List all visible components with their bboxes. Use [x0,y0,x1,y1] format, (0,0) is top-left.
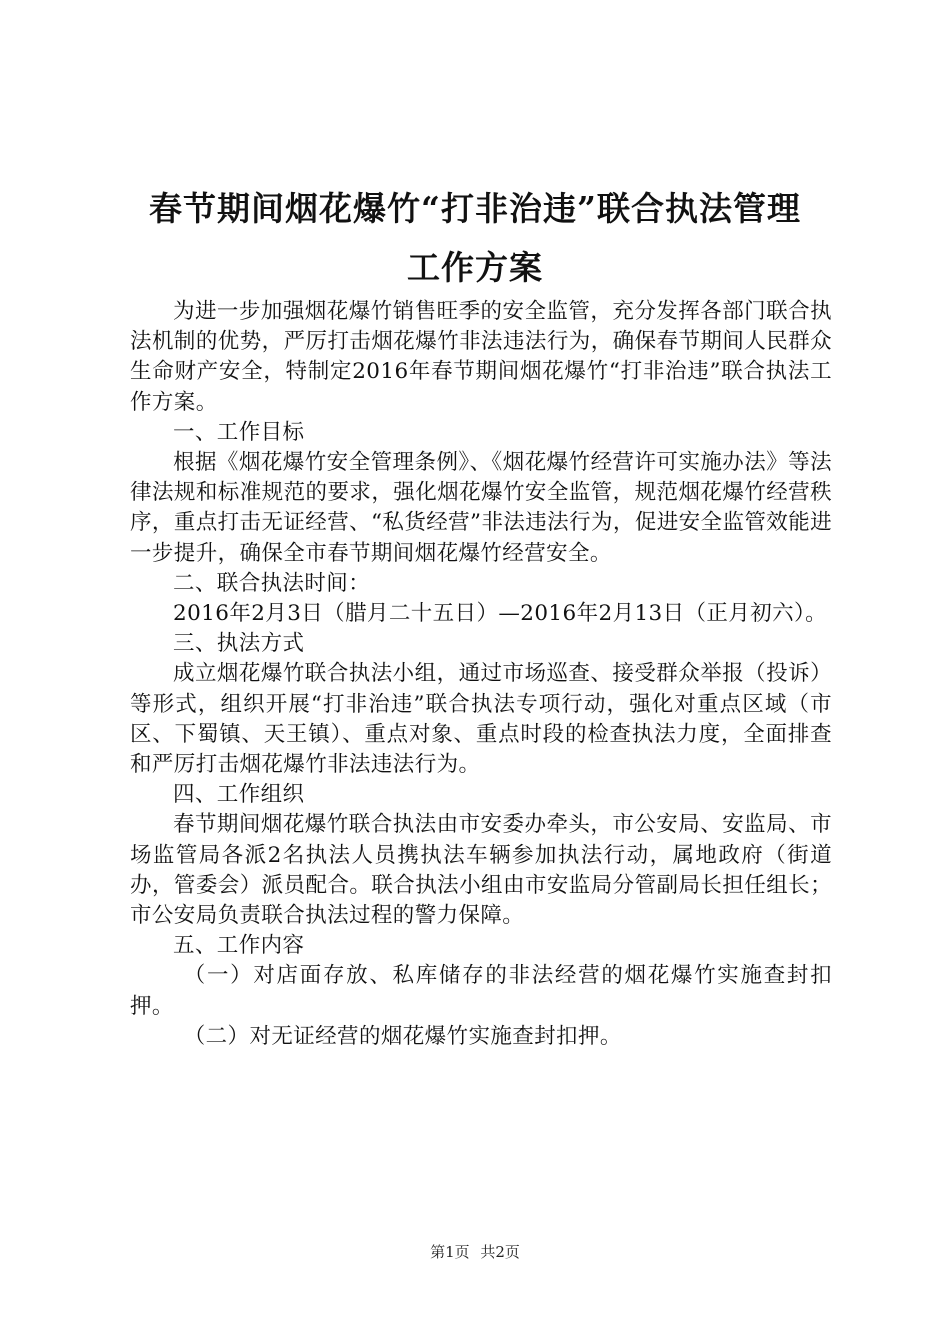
goal-paragraph: 根据《烟花爆竹安全管理条例》、《烟花爆竹经营许可实施办法》等法律法规和标准规范的要求，强化烟花爆竹安全监管，规范烟花爆竹经营秩序，重点打击无证经营、“私货经营”非法违法行为，促进安全监管效能进一步提升，确保全市春节期间烟花爆竹经营安全。 [130,450,832,566]
content-item-2: （二）对无证经营的烟花爆竹实施查封扣押。 [183,1023,622,1049]
section-heading-method: 三、执法方式 [173,631,305,657]
time-paragraph: 2016年2月3日（腊月二十五日）—2016年2月13日（正月初六）。 [173,601,828,627]
document-body [130,297,832,1052]
document-title-line-1: 春节期间烟花爆竹“打非治违”联合执法管理 [149,189,801,228]
method-paragraph: 成立烟花爆竹联合执法小组，通过市场巡查、接受群众举报（投诉）等形式，组织开展“打非治违”联合执法专项行动，强化对重点区域（市区、下蜀镇、天王镇）、重点对象、重点时段的检查执法力度，全面排查和严厉打击烟花爆竹非法违法行为。 [130,661,832,778]
organization-paragraph: 春节期间烟花爆竹联合执法由市安委办牵头，市公安局、安监局、市场监管局各派2名执法人员携执法车辆参加执法行动，属地政府（街道办，管委会）派员配合。联合执法小组由市安监局分管副局长担任组长；市公安局负责联合执法过程的警力保障。 [130,812,832,929]
page-footer [0,1242,950,1262]
section-heading-goal: 一、工作目标 [173,419,305,445]
page-total: 共2页 [480,1243,520,1261]
intro-paragraph: 为进一步加强烟花爆竹销售旺季的安全监管，充分发挥各部门联合执法机制的优势，严厉打击烟花爆竹非法违法行为，确保春节期间人民群众生命财产安全，特制定2016年春节期间烟花爆竹“打非治违”联合执法工作方案。 [130,299,832,415]
content-item-1: （一）对店面存放、私库储存的非法经营的烟花爆竹实施查封扣押。 [130,963,832,1019]
page-number: 第1页 [430,1243,470,1261]
section-heading-time: 二、联合执法时间： [173,570,371,596]
section-heading-content: 五、工作内容 [173,933,305,959]
section-heading-organization: 四、工作组织 [173,782,305,808]
document-title-line-2: 工作方案 [407,248,543,287]
